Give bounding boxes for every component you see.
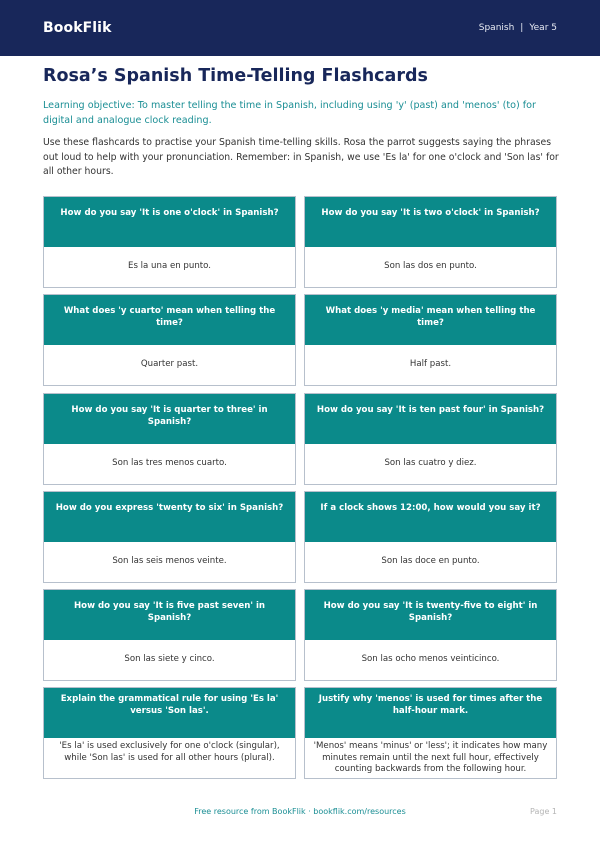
learning-objective: Learning objective: To master telling the time in Spanish, including using 'y' (past) and 'menos' (to) for digital and analogue clock reading.: [43, 100, 536, 126]
flashcard-5: [43, 393, 296, 485]
flashcard-1: [43, 196, 296, 288]
flashcard-question: How do you say 'It is two o'clock' in Spanish?: [305, 197, 556, 247]
flashcard-10: [304, 589, 557, 681]
header-meta: [479, 23, 557, 33]
flashcard-8: [304, 491, 557, 583]
flashcard-6: [304, 393, 557, 485]
flashcard-question: How do you express 'twenty to six' in Spanish?: [44, 492, 295, 542]
flashcard-question: How do you say 'It is five past seven' in Spanish?: [44, 590, 295, 640]
flashcard-question: How do you say 'It is twenty-five to eight' in Spanish?: [305, 590, 556, 640]
footer-resource-link[interactable]: Free resource from BookFlik · bookflik.com/resources: [194, 807, 406, 816]
flashcard-answer: Son las cuatro y diez.: [305, 444, 556, 484]
flashcard-answer: 'Es la' is used exclusively for one o'clock (singular), while 'Son las' is used for all other hours (plural).: [44, 738, 295, 778]
page-header: [0, 0, 600, 56]
flashcard-11: [43, 687, 296, 779]
flashcard-7: [43, 491, 296, 583]
flashcard-answer: 'Menos' means 'minus' or 'less'; it indicates how many minutes remain until the next full hour, effectively counting backwards from the following hour.: [305, 738, 556, 778]
flashcard-4: [304, 294, 557, 386]
subject-label: Spanish: [478, 23, 515, 33]
flashcard-answer: Son las siete y cinco.: [44, 640, 295, 680]
flashcard-question: Explain the grammatical rule for using 'Es la' versus 'Son las'.: [44, 688, 295, 738]
page-number: Page 1: [530, 807, 557, 816]
flashcard-answer: Son las tres menos cuarto.: [44, 444, 295, 484]
flashcard-question: If a clock shows 12:00, how would you say it?: [305, 492, 556, 542]
flashcard-2: [304, 196, 557, 288]
flashcard-answer: Son las doce en punto.: [305, 542, 556, 582]
flashcard-12: [304, 687, 557, 779]
flashcard-answer: Son las ocho menos veinticinco.: [305, 640, 556, 680]
flashcard-question: How do you say 'It is quarter to three' in Spanish?: [44, 394, 295, 444]
flashcard-answer: Half past.: [305, 345, 556, 385]
flashcard-answer: Es la una en punto.: [44, 247, 295, 287]
year-label: Year 5: [529, 23, 557, 33]
flashcard-question: What does 'y media' mean when telling the time?: [305, 295, 556, 345]
meta-separator: |: [520, 23, 524, 33]
flashcard-question: How do you say 'It is one o'clock' in Spanish?: [44, 197, 295, 247]
flashcard-question: How do you say 'It is ten past four' in Spanish?: [305, 394, 556, 444]
flashcard-question: Justify why 'menos' is used for times after the half-hour mark.: [305, 688, 556, 738]
flashcard-answer: Quarter past.: [44, 345, 295, 385]
intro-text: Use these flashcards to practise your Spanish time-telling skills. Rosa the parrot suggests saying the phrases out loud to help with your pronunciation. Remember: in Spanish, we use 'Es la' for one o'clock and 'Son las' for all other hours.: [43, 137, 559, 177]
flashcard-answer: Son las dos en punto.: [305, 247, 556, 287]
page-title: Rosa’s Spanish Time-Telling Flashcards: [43, 66, 428, 86]
brand-logo[interactable]: BookFlik: [43, 20, 112, 36]
flashcard-3: [43, 294, 296, 386]
flashcard-9: [43, 589, 296, 681]
flashcard-question: What does 'y cuarto' mean when telling the time?: [44, 295, 295, 345]
flashcard-answer: Son las seis menos veinte.: [44, 542, 295, 582]
